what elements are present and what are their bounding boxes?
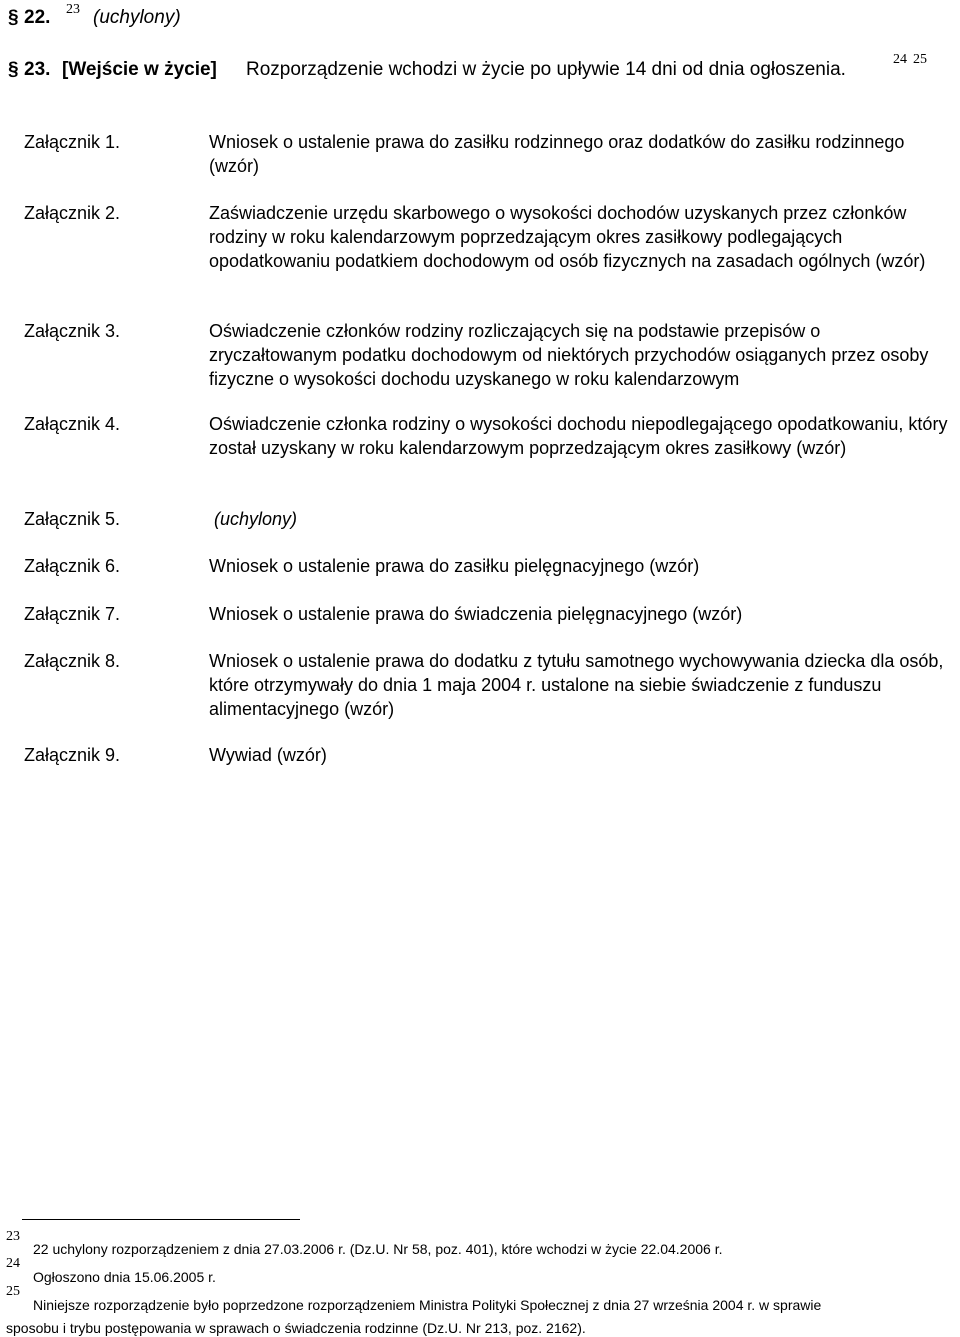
footnote-ref-23: 23: [66, 2, 80, 17]
annex-label: Załącznik 3.: [24, 321, 121, 341]
footnote-text: 22 uchylony rozporządzeniem z dnia 27.03.2006 r. (Dz.U. Nr 58, poz. 401), które wchodzi w życie 22.04.2006 r.: [33, 1241, 723, 1257]
annex-label: Załącznik 5.: [24, 509, 121, 529]
footnote-number: 24: [6, 1256, 20, 1271]
annex-label: Załącznik 6.: [24, 556, 121, 576]
section-text: (uchylony): [93, 7, 181, 28]
footnote-text: Niniejsze rozporządzenie było poprzedzone rozporządzeniem Ministra Polityki Społecznej z dnia 27 września 2004 r. w sprawie: [33, 1297, 822, 1313]
annex-description: Wniosek o ustalenie prawa do zasiłku rodzinnego oraz dodatków do zasiłku rodzinnego (wzór): [209, 132, 905, 176]
footnote-ref-25: 25: [913, 52, 927, 67]
annex-description: (uchylony): [214, 509, 298, 529]
annex-label: Załącznik 4.: [24, 414, 121, 434]
footnote-ref-24: 24: [893, 52, 907, 67]
footnote-number: 23: [6, 1229, 20, 1244]
annex-label: Załącznik 7.: [24, 604, 121, 624]
footnote-text: Ogłoszono dnia 15.06.2005 r.: [33, 1269, 216, 1285]
section-number: 23.: [24, 59, 51, 80]
annex-label: Załącznik 1.: [24, 132, 121, 152]
annex-description: Wniosek o ustalenie prawa do świadczenia pielęgnacyjnego (wzór): [209, 604, 743, 624]
annex-label: Załącznik 8.: [24, 651, 121, 671]
footnote-text-continued: sposobu i trybu postępowania w sprawach o świadczenia rodzinne (Dz.U. Nr 213, poz. 2162).: [6, 1320, 586, 1336]
annex-description: Zaświadczenie urzędu skarbowego o wysokości dochodów uzyskanych przez członków rodziny w roku kalendarzowym poprzedzającym okres zasiłkowy podlegających opodatkowaniu podatkiem dochodowym od osób fizycznych na zasadach ogólnych (wzór): [209, 203, 926, 271]
annex-description: Oświadczenie członka rodziny o wysokości dochodu niepodlegającego opodatkowaniu, który został uzyskany w roku kalendarzowym poprzedzającym okres zasiłkowy (wzór): [209, 414, 948, 458]
annex-description: Wniosek o ustalenie prawa do zasiłku pielęgnacyjnego (wzór): [209, 556, 700, 576]
section-number: 22.: [24, 7, 51, 28]
annex-description: Oświadczenie członków rodziny rozliczających się na podstawie przepisów o zryczałtowanym podatku dochodowym od niektórych przychodów osiąganych przez osoby fizyczne o wysokości dochodu uzyskanego w roku kalendarzowym: [209, 321, 929, 389]
annex-label: Załącznik 2.: [24, 203, 121, 223]
annex-description: Wniosek o ustalenie prawa do dodatku z tytułu samotnego wychowywania dziecka dla osób, które otrzymywały do dnia 1 maja 2004 r. ustalone na siebie świadczenie z funduszu alimentacyjnego (wzór): [209, 651, 944, 719]
footnote-divider: [22, 1219, 300, 1220]
section-mark: §: [8, 59, 19, 80]
annex-label: Załącznik 9.: [24, 745, 121, 765]
footnote-number: 25: [6, 1284, 20, 1299]
annex-description: Wywiad (wzór): [209, 745, 327, 765]
section-text: Rozporządzenie wchodzi w życie po upływie 14 dni od dnia ogłoszenia.: [246, 59, 846, 80]
section-mark: §: [8, 7, 19, 28]
section-heading: [Wejście w życie]: [62, 59, 217, 80]
